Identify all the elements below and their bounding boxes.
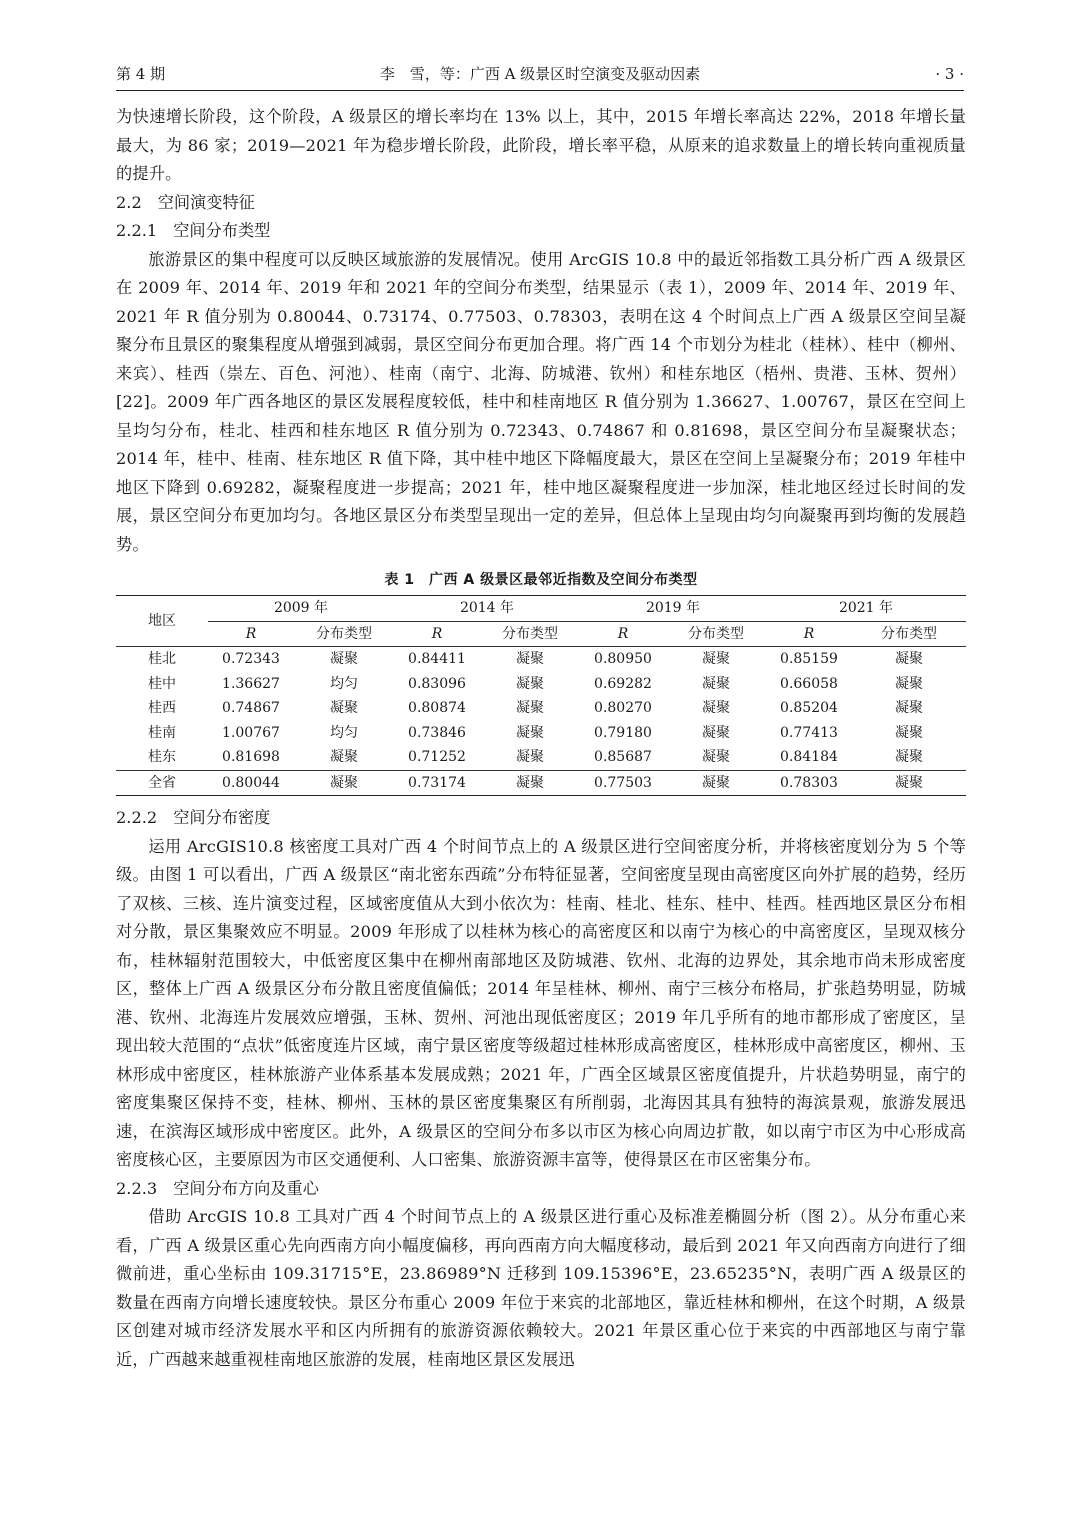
table-row [116,721,966,746]
r-value-cell: 0.84411 [408,651,466,667]
type-cell: 凝聚 [516,724,544,741]
type-cell: 凝聚 [330,651,358,667]
table-row [116,696,966,721]
paragraph-continued: 为快速增长阶段，这个阶段，A 级景区的增长率均在 13% 以上，其中，2015 年增长率高达 22%，2018 年增长量最大，为 86 家；2019—2021 年为稳步增长阶段，此阶段，增长率平稳，从原来的追求数量上的增长转向重视质量的提升。 [116,107,966,183]
type-cell: 凝聚 [895,724,923,741]
region-cell: 桂西 [148,700,176,716]
r-value-cell: 0.80950 [594,651,652,667]
paragraph-gravity-center: 借助 ArcGIS 10.8 工具对广西 4 个时间节点上的 A 级景区进行重心及标准差椭圆分析（图 2）。从分布重心来看，广西 A 级景区重心先向西南方向小幅度偏移，再向西南方向大幅度移动，最后到 2021 年又向西南方向进行了细微前进，重心坐标由 109.31715°E，23.86989°N 迁移到 109.15396°E，23.65235°N，表明广西 A 级景区的数量在西南方向增长速度较快。景区分布重心 2009 年位于来宾的北部地区，靠近桂林和柳州，在这个时期，A 级景区创建对城市经济发展水平和区内所拥有的旅游资源依赖较大。2021 年景区重心位于来宾的中西部地区与南宁靠近，广西越来越重视桂南地区旅游的发展，桂南地区景区发展迅 [116,1207,966,1369]
type-cell: 凝聚 [895,749,923,765]
section-number: 2.2.3 [116,1178,158,1198]
type-cell: 凝聚 [330,749,358,765]
r-value-cell: 0.84184 [780,749,838,765]
r-value-cell: 0.80044 [222,774,280,791]
section-title: 空间分布方向及重心 [173,1178,319,1198]
type-cell: 凝聚 [702,675,730,692]
r-value-cell: 0.71252 [408,749,466,765]
type-cell: 凝聚 [702,724,730,741]
type-header: 分布类型 [316,625,372,642]
type-cell: 凝聚 [516,774,544,791]
table-row [116,672,966,697]
region-header: 地区 [148,612,176,629]
r-value-cell: 0.85687 [594,749,652,765]
r-value-cell: 0.77503 [594,774,652,791]
type-cell: 凝聚 [516,675,544,692]
type-header: 分布类型 [881,625,937,642]
r-value-cell: 0.69282 [594,675,652,692]
section-heading-2-2-2 [116,804,966,833]
section-title: 空间分布密度 [173,808,271,827]
paragraph-distribution-type: 旅游景区的集中程度可以反映区域旅游的发展情况。使用 ArcGIS 10.8 中的最近邻指数工具分析广西 A 级景区在 2009 年、2014 年、2019 年和 2021 年的空间分布类型，结果显示（表 1），2009 年、2014 年、2019 年、2021 年 R 值分别为 0.80044、0.73174、0.77503、0.78303，表明在这 4 个时间点上广西 A 级景区空间呈凝聚分布且景区的聚集程度从增强到减弱，景区空间分布更加合理。将广西 14 个市划分为桂北（桂林）、桂中（柳州、来宾）、桂西（崇左、百色、河池）、桂南（南宁、北海、防城港、钦州）和桂东地区（梧州、贵港、玉林、贺州）[22]。2009 年广西各地区的景区发展程度较低，桂中和桂南地区 R 值分别为 1.36627、1.00767，景区在空间上呈均匀分布，桂北、桂西和桂东地区 R 值分别为 0.72343、0.74867 和 0.81698，景区空间分布呈凝聚状态；2014 年，桂中、桂南、桂东地区 R 值下降，其中桂中地区下降幅度最大，景区在空间上呈凝聚分布；2019 年桂中地区下降到 0.69282，凝聚程度进一步提高；2021 年，桂中地区凝聚程度进一步加深，桂北地区经过长时间的发展，景区空间分布更加均匀。各地区景区分布类型呈现出一定的差异，但总体上呈现由均匀向凝聚再到均衡的发展趋势。 [116,249,966,554]
r-value-cell: 0.77413 [780,724,838,741]
nearest-neighbor-table [116,595,966,796]
r-value-cell: 0.72343 [222,651,280,667]
year-header: 2019 年 [580,596,766,622]
type-header: 分布类型 [688,625,744,642]
table-row [116,745,966,770]
running-header [116,60,964,88]
type-cell: 凝聚 [895,700,923,716]
r-header: R [617,625,629,642]
section-number: 2.2.1 [116,221,158,240]
r-value-cell: 0.83096 [408,675,466,692]
type-cell: 均匀 [330,675,358,692]
section-heading-2-2 [116,189,966,218]
type-cell: 凝聚 [895,651,923,667]
type-cell: 凝聚 [702,749,730,765]
section-title: 空间演变特征 [157,192,255,212]
type-cell: 凝聚 [702,700,730,716]
table-body [116,647,966,796]
type-cell: 凝聚 [330,774,358,791]
page-number: · 3 · [935,65,964,83]
section-heading-2-2-3 [116,1175,966,1204]
r-header: R [245,625,257,642]
r-value-cell: 1.00767 [222,724,280,741]
r-value-cell: 1.36627 [222,675,280,692]
section-heading-2-2-1 [116,217,966,246]
type-cell: 凝聚 [702,774,730,791]
r-value-cell: 0.73174 [408,774,466,791]
r-value-cell: 0.73846 [408,724,466,741]
year-header: 2014 年 [394,596,580,622]
type-cell: 均匀 [330,724,358,741]
region-cell: 全省 [148,774,176,791]
year-header: 2021 年 [766,596,966,622]
r-value-cell: 0.81698 [222,749,280,765]
r-header: R [431,625,443,642]
issue-number: 第 4 期 [116,65,166,83]
region-cell: 桂东 [148,749,176,765]
type-cell: 凝聚 [895,675,923,692]
type-cell: 凝聚 [330,700,358,716]
type-cell: 凝聚 [516,749,544,765]
type-cell: 凝聚 [895,774,923,791]
r-value-cell: 0.78303 [780,774,838,791]
section-number: 2.2.2 [116,808,158,827]
year-header: 2009 年 [208,596,394,622]
table-row [116,770,966,796]
r-value-cell: 0.79180 [594,724,652,741]
r-value-cell: 0.80270 [594,700,652,716]
r-value-cell: 0.66058 [780,675,838,692]
type-cell: 凝聚 [516,700,544,716]
type-cell: 凝聚 [702,651,730,667]
r-value-cell: 0.74867 [222,700,280,716]
table-caption: 表 1 广西 A 级景区最邻近指数及空间分布类型 [384,572,698,588]
running-title: 李 雪，等：广西 A 级景区时空演变及驱动因素 [379,65,701,83]
region-cell: 桂北 [148,651,176,667]
paragraph-density: 运用 ArcGIS10.8 核密度工具对广西 4 个时间节点上的 A 级景区进行空间密度分析，并将核密度划分为 5 个等级。由图 1 可以看出，广西 A 级景区“南北密东西疏”分布特征显著，空间密度呈现由高密度区向外扩展的趋势，经历了双核、三核、连片演变过程，区域密度值从大到小依次为：桂南、桂北、桂东、桂中、桂西。桂西地区景区分布相对分散，景区集聚效应不明显。2009 年形成了以桂林为核心的高密度区和以南宁为核心的中高密度区，呈现双核分布，桂林辐射范围较大，中低密度区集中在柳州南部地区及防城港、钦州、北海的边界处，其余地市尚未形成密度区，整体上广西 A 级景区分布分散且密度值偏低；2014 年呈桂林、柳州、南宁三核分布格局，扩张趋势明显，防城港、钦州、北海连片发展效应增强，玉林、贺州、河池出现低密度区；2019 年几乎所有的地市都形成了密度区，呈现出较大范围的“点状”低密度连片区域，南宁景区密度等级超过桂林形成高密度区，桂林形成中高密度区，柳州、玉林形成中密度区，桂林旅游产业体系基本发展成熟；2021 年，广西全区域景区密度值提升，片状趋势明显，南宁的密度集聚区保持不变，桂林、柳州、玉林的景区密度集聚区有所削弱，北海因其具有独特的海滨景观，旅游发展迅速，在滨海区域形成中密度区。此外，A 级景区的空间分布多以市区为核心向周边扩散，如以南宁市区为中心形成高密度核心区，主要原因为市区交通便利、人口密集、旅游资源丰富等，使得景区在市区密集分布。 [116,836,966,1169]
section-number: 2.2 [116,192,142,212]
region-cell: 桂南 [148,724,176,741]
type-cell: 凝聚 [516,651,544,667]
header-rule [116,90,964,91]
article-body [116,103,966,1374]
r-value-cell: 0.85204 [780,700,838,716]
r-header: R [803,625,815,642]
section-title: 空间分布类型 [173,221,271,240]
type-header: 分布类型 [502,625,558,642]
r-value-cell: 0.85159 [780,651,838,667]
table-row [116,647,966,672]
region-cell: 桂中 [148,675,176,692]
r-value-cell: 0.80874 [408,700,466,716]
